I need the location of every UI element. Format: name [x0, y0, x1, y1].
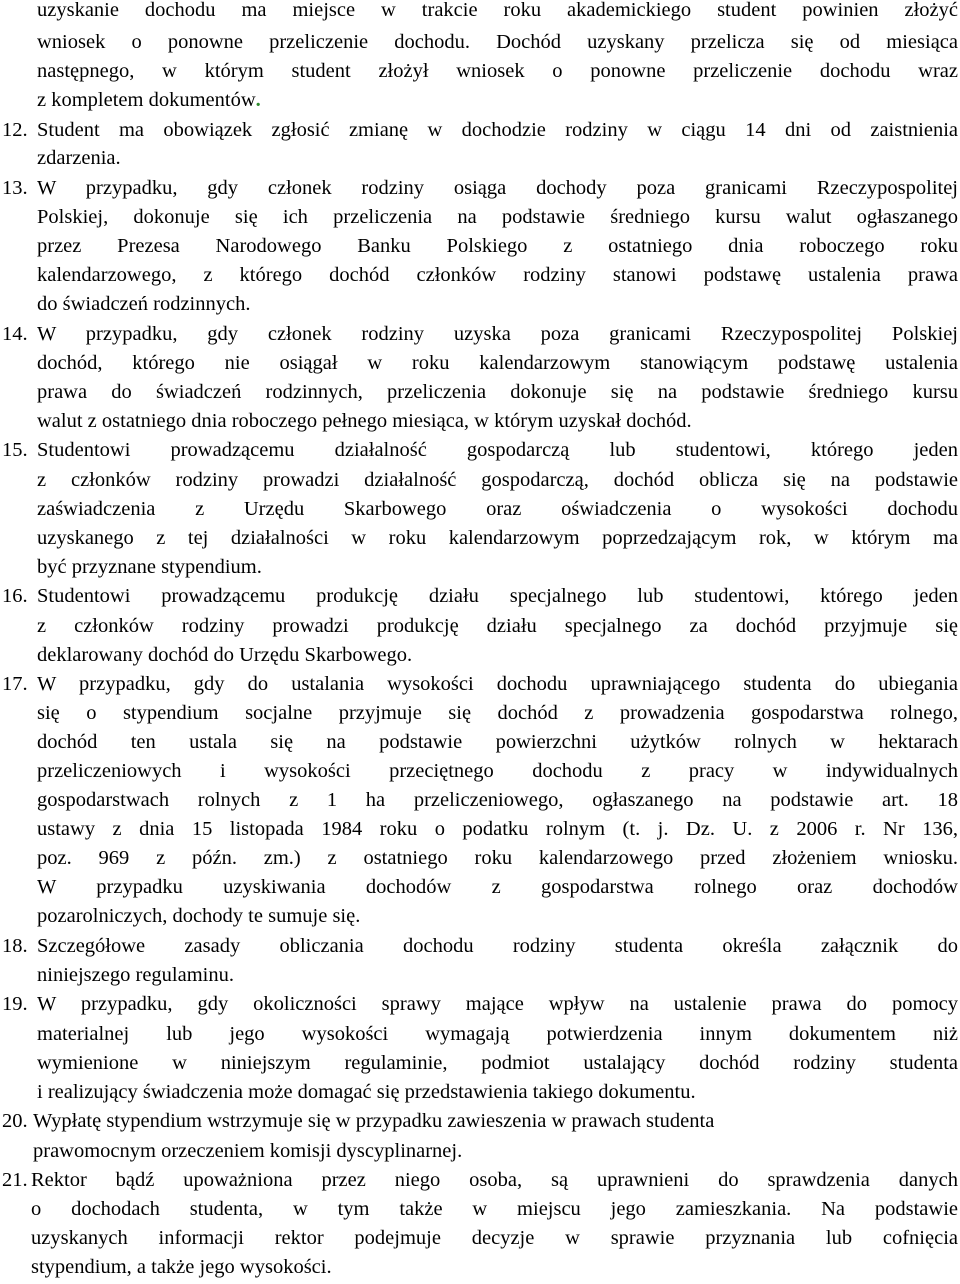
item-line: W przypadku, gdy członek rodziny osiąga dochody poza granicami Rzeczypospolitej [37, 177, 958, 199]
item-line: o dochodach studenta, w tym także w miejscu jego zamieszkania. Na podstawie [31, 1198, 958, 1220]
item-number: 21. [2, 1169, 28, 1191]
item-line: niniejszego regulaminu. [37, 964, 234, 986]
item-line: Polskiej, dokonuje się ich przeliczenia na podstawie średniego kursu walut ogłaszanego [37, 206, 958, 228]
item-line: Studentowi prowadzącemu produkcję działu specjalnego lub studentowi, którego jeden [37, 585, 958, 607]
item-line: z członków rodziny prowadzi produkcję działu specjalnego za dochód przyjmuje się [37, 615, 958, 637]
item-line: uzyskanych informacji rektor podejmuje decyzje w sprawie przyznania lub cofnięcia [31, 1227, 958, 1249]
item-line: zaświadczenia z Urzędu Skarbowego oraz oświadczenia o wysokości dochodu [37, 498, 958, 520]
item-line: kalendarzowego, z którego dochód członków rodziny stanowi podstawę ustalenia prawa [37, 264, 958, 286]
item-number: 19. [2, 993, 28, 1015]
intro-final-dot: . [255, 89, 261, 111]
item-line: być przyznane stypendium. [37, 556, 262, 578]
item-number: 15. [2, 439, 28, 461]
item-line: wymienione w niniejszym regulaminie, podmiot ustalający dochód rodziny studenta [37, 1052, 958, 1074]
item-number: 17. [2, 673, 28, 695]
item-number: 14. [2, 323, 28, 345]
item-line: W przypadku, gdy do ustalania wysokości dochodu uprawniającego studenta do ubiegania [37, 673, 958, 695]
item-line: materialnej lub jego wysokości wymagają potwierdzenia innym dokumentem niż [37, 1023, 958, 1045]
item-line: pozarolniczych, dochody te sumuje się. [37, 905, 361, 927]
intro-line: uzyskanie dochodu ma miejsce w trakcie roku akademickiego student powinien złożyć [37, 0, 958, 21]
item-line: z członków rodziny prowadzi działalność gospodarczą, dochód oblicza się na podstawie [37, 469, 958, 491]
item-line: W przypadku, gdy członek rodziny uzyska poza granicami Rzeczypospolitej Polskiej [37, 323, 958, 345]
intro-line-last [37, 86, 261, 114]
item-line: gospodarstwach rolnych z 1 ha przeliczeniowego, ogłaszanego na podstawie art. 18 [37, 789, 958, 811]
item-number: 18. [2, 935, 28, 957]
item-line: prawomocnym orzeczeniem komisji dyscyplinarnej. [33, 1140, 463, 1162]
item-line: ustawy z dnia 15 listopada 1984 roku o podatku rolnym (t. j. Dz. U. z 2006 r. Nr 136, [37, 818, 958, 840]
item-line: Studentowi prowadzącemu działalność gospodarczą lub studentowi, którego jeden [37, 439, 958, 461]
item-line: prawa do świadczeń rodzinnych, przeliczenia dokonuje się na podstawie średniego kursu [37, 381, 958, 403]
item-line: Student ma obowiązek zgłosić zmianę w dochodzie rodziny w ciągu 14 dni od zaistnienia [37, 119, 958, 141]
item-number: 12. [2, 119, 28, 141]
intro-line: następnego, w którym student złożył wniosek o ponowne przeliczenie dochodu wraz [37, 60, 958, 82]
item-line: W przypadku, gdy okoliczności sprawy mające wpływ na ustalenie prawa do pomocy [37, 993, 958, 1015]
item-line: i realizujący świadczenia może domagać się przedstawienia takiego dokumentu. [37, 1081, 696, 1103]
item-line: walut z ostatniego dnia roboczego pełnego miesiąca, w którym uzyskał dochód. [37, 410, 692, 432]
item-line: przez Prezesa Narodowego Banku Polskiego z ostatniego dnia roboczego roku [37, 235, 958, 257]
item-line: Szczegółowe zasady obliczania dochodu rodziny studenta określa załącznik do [37, 935, 958, 957]
item-line: poz. 969 z późn. zm.) z ostatniego roku kalendarzowego przed złożeniem wniosku. [37, 847, 958, 869]
item-line: do świadczeń rodzinnych. [37, 293, 251, 315]
item-line: przeliczeniowych i wysokości przeciętnego dochodu z pracy w indywidualnych [37, 760, 958, 782]
item-line: deklarowany dochód do Urzędu Skarbowego. [37, 644, 413, 666]
item-line: się o stypendium socjalne przyjmuje się dochód z prowadzenia gospodarstwa rolnego, [37, 702, 958, 724]
item-line: W przypadku uzyskiwania dochodów z gospodarstwa rolnego oraz dochodów [37, 876, 958, 898]
item-line: zdarzenia. [37, 147, 121, 169]
item-line: stypendium, a także jego wysokości. [31, 1256, 332, 1278]
item-line: dochód ten ustala się na podstawie powierzchni użytków rolnych w hektarach [37, 731, 958, 753]
item-number: 20. [2, 1110, 28, 1132]
item-line: Rektor bądź upoważniona przez niego osoba, są uprawnieni do sprawdzenia danych [31, 1169, 958, 1191]
intro-line: wniosek o ponowne przeliczenie dochodu. Dochód uzyskany przelicza się od miesiąca [37, 31, 958, 53]
intro-text: z kompletem dokumentów [37, 89, 256, 111]
item-number: 13. [2, 177, 28, 199]
item-line: dochód, którego nie osiągał w roku kalendarzowym stanowiącym podstawę ustalenia [37, 352, 958, 374]
item-number: 16. [2, 585, 28, 607]
item-line: Wypłatę stypendium wstrzymuje się w przypadku zawieszenia w prawach studenta [33, 1110, 715, 1132]
item-line: uzyskanego z tej działalności w roku kalendarzowym poprzedzającym rok, w którym ma [37, 527, 958, 549]
